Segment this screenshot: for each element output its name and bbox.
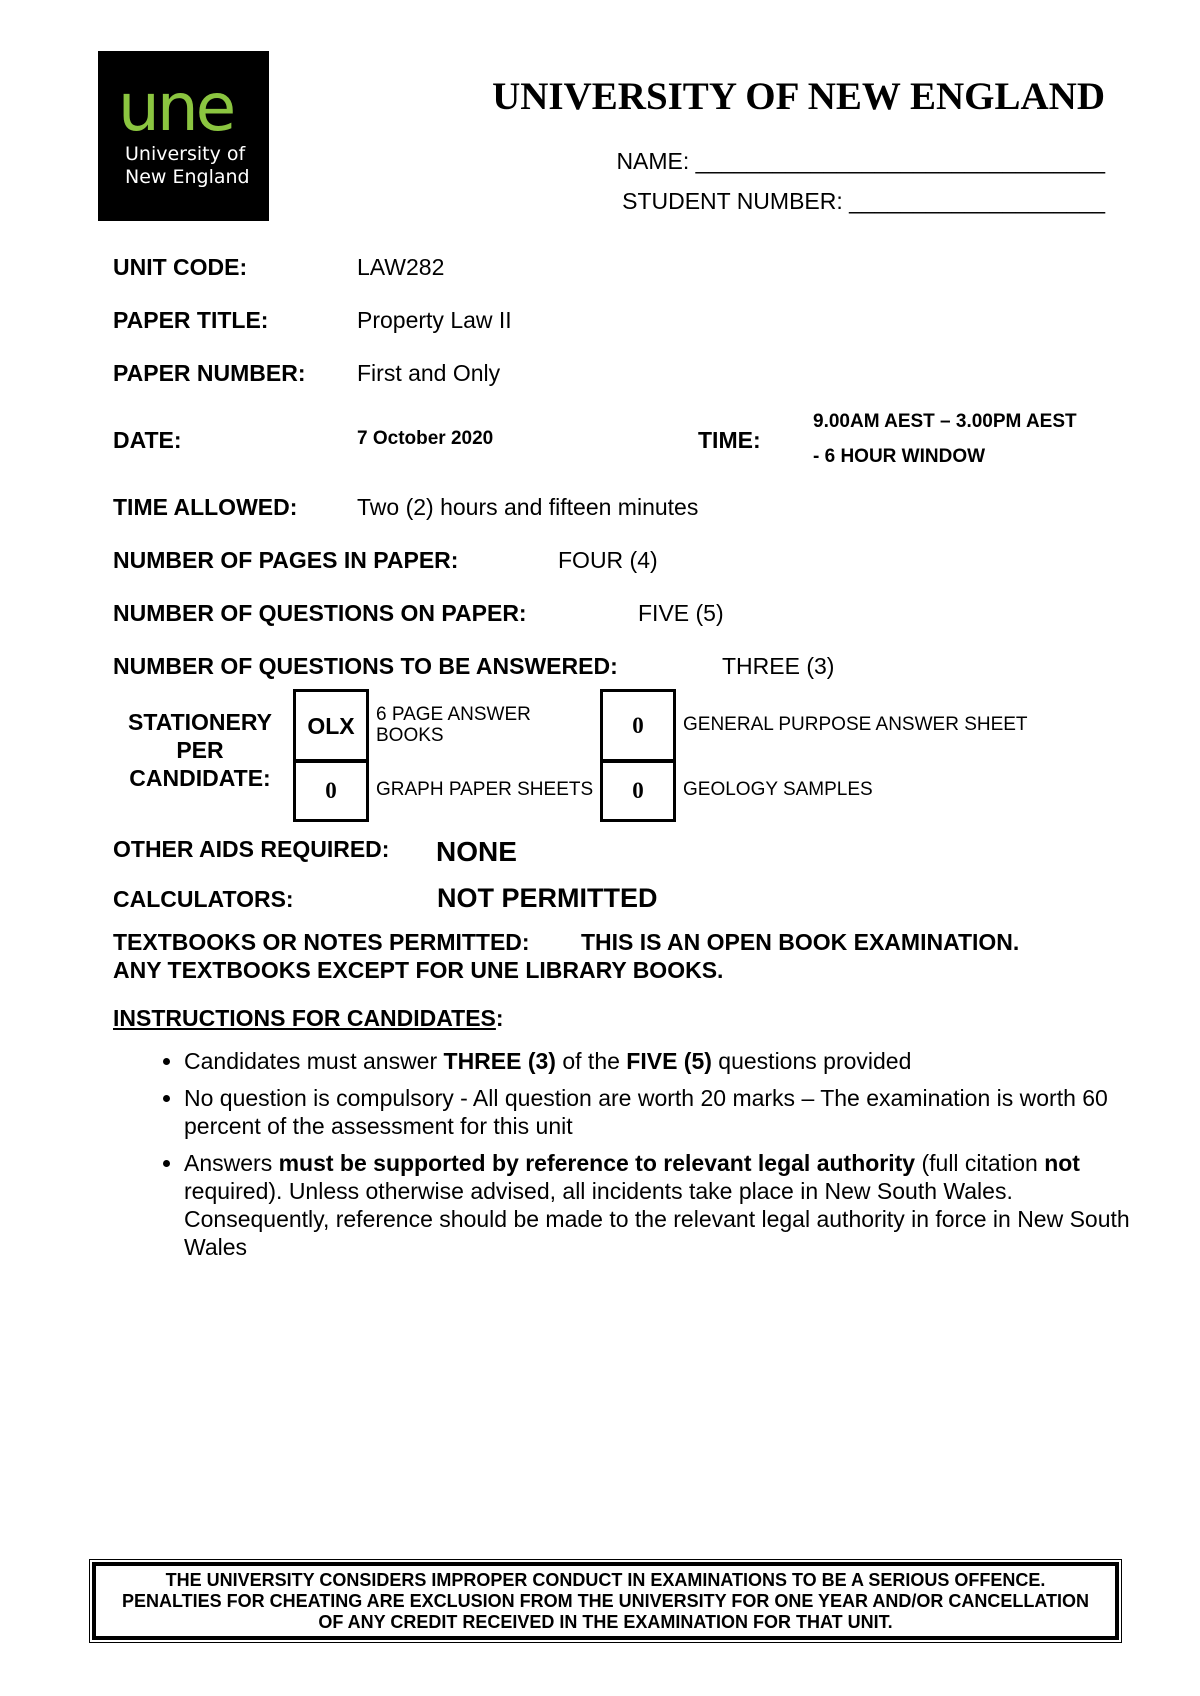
textbooks-label: TEXTBOOKS OR NOTES PERMITTED: [113, 929, 530, 955]
pages-label: NUMBER OF PAGES IN PAPER: [113, 547, 459, 573]
instruction-item-3 [184, 1149, 1154, 1261]
instruction-3-text-d: not [1044, 1150, 1080, 1176]
logo-line-2: New England [125, 166, 250, 188]
date-label: DATE: [113, 427, 182, 453]
geology-samples-text: GEOLOGY SAMPLES [683, 779, 873, 800]
student-number-label: STUDENT NUMBER: [622, 188, 843, 214]
instruction-3-text-b: must be supported by reference to relevant legal authority [278, 1150, 916, 1176]
instruction-item-1 [184, 1047, 1154, 1075]
general-purpose-sheet-text: GENERAL PURPOSE ANSWER SHEET [683, 714, 1028, 735]
paper-number-value: First and Only [357, 360, 501, 386]
instruction-item-2: • No question is compulsory - All question are worth 20 marks – The examination is worth 60 percent of the assessment for this unit [184, 1084, 1154, 1140]
pages-value: FOUR (4) [558, 547, 658, 573]
paper-title-label: PAPER TITLE: [113, 307, 269, 333]
student-number-field [622, 188, 1105, 215]
paper-number-label: PAPER NUMBER: [113, 360, 306, 386]
misconduct-notice-line-2: PENALTIES FOR CHEATING ARE EXCLUSION FROM THE UNIVERSITY FOR ONE YEAR AND/OR CANCELLATION [121, 1590, 1090, 1611]
date-value: 7 October 2020 [357, 428, 494, 449]
answered-value: THREE (3) [722, 653, 835, 679]
student-number-blank: ____________________ [849, 188, 1105, 214]
instructions-heading [113, 1005, 504, 1032]
stationery-label-line-3: CANDIDATE: [129, 765, 271, 791]
misconduct-notice [92, 1562, 1119, 1640]
general-purpose-sheet-count: 0 [600, 689, 676, 763]
time-value-line-2: - 6 HOUR WINDOW [813, 446, 986, 467]
time-value-line-1: 9.00AM AEST – 3.00PM AEST [813, 411, 1077, 432]
time-label: TIME: [698, 427, 761, 453]
calculators-value: NOT PERMITTED [437, 883, 658, 913]
graph-paper-count: 0 [293, 759, 369, 822]
logo-line-1: University of [125, 143, 246, 165]
une-logo [98, 51, 269, 221]
other-aids-value: NONE [436, 836, 517, 867]
instruction-1-text-e: questions provided [711, 1048, 912, 1074]
stationery-label-line-2: PER [176, 737, 224, 763]
stationery-label-line-1: STATIONERY [128, 709, 272, 735]
name-label: NAME: [616, 148, 690, 174]
instructions-heading-text: INSTRUCTIONS FOR CANDIDATES [113, 1005, 496, 1031]
instructions-list [140, 1047, 1154, 1270]
unit-code-value: LAW282 [357, 254, 445, 280]
answer-books-text-line-2: BOOKS [376, 725, 444, 746]
misconduct-notice-line-1: THE UNIVERSITY CONSIDERS IMPROPER CONDUCT IN EXAMINATIONS TO BE A SERIOUS OFFENCE. [165, 1569, 1046, 1590]
other-aids-label: OTHER AIDS REQUIRED: [113, 836, 390, 862]
answered-label: NUMBER OF QUESTIONS TO BE ANSWERED: [113, 653, 618, 679]
textbooks-value-line-2: ANY TEXTBOOKS EXCEPT FOR UNE LIBRARY BOOKS. [113, 957, 724, 983]
answer-books-text [376, 704, 531, 746]
unit-code-label: UNIT CODE: [113, 254, 248, 280]
answer-books-count: OLX [293, 689, 369, 763]
calculators-label: CALCULATORS: [113, 886, 294, 912]
logo-text [125, 143, 250, 189]
time-allowed-value: Two (2) hours and fifteen minutes [357, 494, 699, 520]
instruction-3-text-c: (full citation [915, 1150, 1045, 1176]
instruction-1-text-c: of the [555, 1048, 627, 1074]
misconduct-notice-line-3: OF ANY CREDIT RECEIVED IN THE EXAMINATION FOR THAT UNIT. [318, 1611, 893, 1632]
name-blank: ________________________________ [695, 148, 1105, 174]
textbooks-value: THIS IS AN OPEN BOOK EXAMINATION. [581, 929, 1020, 955]
instruction-1-text-d: FIVE (5) [626, 1048, 712, 1074]
time-allowed-label: TIME ALLOWED: [113, 494, 298, 520]
paper-title-value: Property Law II [357, 307, 512, 333]
university-title: UNIVERSITY OF NEW ENGLAND [492, 75, 1105, 118]
answer-books-text-line-1: 6 PAGE ANSWER [376, 704, 531, 725]
instruction-3-text-a: Answers [184, 1150, 279, 1176]
instructions-heading-colon: : [495, 1005, 504, 1031]
instruction-1-text-a: Candidates must answer [184, 1048, 444, 1074]
instruction-1-text-b: THREE (3) [443, 1048, 556, 1074]
name-field [616, 148, 1105, 175]
instruction-3-text-e: required). Unless otherwise advised, all incidents take place in New South Wales. Consequently, reference should be made to the relevant legal authority in force in New South Wales [184, 1178, 1130, 1260]
geology-samples-count: 0 [600, 759, 676, 822]
logo-mark: une [118, 69, 234, 146]
questions-label: NUMBER OF QUESTIONS ON PAPER: [113, 600, 527, 626]
questions-value: FIVE (5) [638, 600, 724, 626]
graph-paper-text: GRAPH PAPER SHEETS [376, 779, 594, 800]
stationery-label [113, 708, 287, 792]
